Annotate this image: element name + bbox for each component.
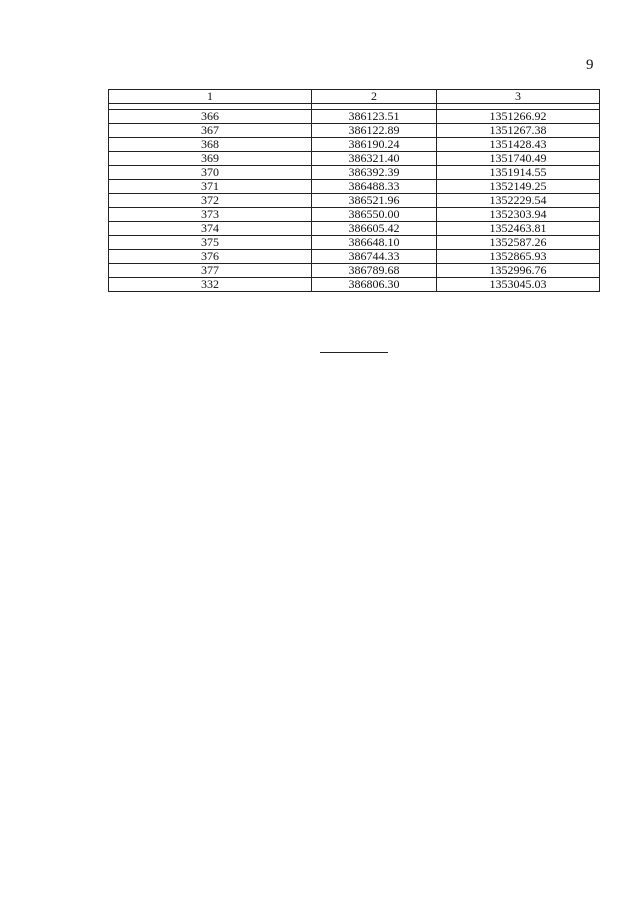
x-coordinate-cell: 386789.68 [312, 264, 437, 278]
y-coordinate-cell: 1352996.76 [437, 264, 600, 278]
table-row [109, 152, 600, 166]
column-header-1: 1 [109, 90, 312, 104]
x-coordinate-cell: 386321.40 [312, 152, 437, 166]
coordinates-table [108, 89, 600, 292]
x-coordinate-cell: 386550.00 [312, 208, 437, 222]
table-row [109, 110, 600, 124]
point-number-cell: 377 [109, 264, 312, 278]
point-number-cell: 366 [109, 110, 312, 124]
point-number-cell: 373 [109, 208, 312, 222]
table-row [109, 124, 600, 138]
column-header-3: 3 [437, 90, 600, 104]
y-coordinate-cell: 1351740.49 [437, 152, 600, 166]
table-row [109, 138, 600, 152]
point-number-cell: 367 [109, 124, 312, 138]
table-row [109, 208, 600, 222]
y-coordinate-cell: 1352587.26 [437, 236, 600, 250]
x-coordinate-cell: 386123.51 [312, 110, 437, 124]
y-coordinate-cell: 1351267.38 [437, 124, 600, 138]
x-coordinate-cell: 386521.96 [312, 194, 437, 208]
y-coordinate-cell: 1352463.81 [437, 222, 600, 236]
point-number-cell: 369 [109, 152, 312, 166]
table-row [109, 166, 600, 180]
y-coordinate-cell: 1351914.55 [437, 166, 600, 180]
table-row [109, 222, 600, 236]
y-coordinate-cell: 1352303.94 [437, 208, 600, 222]
y-coordinate-cell: 1352149.25 [437, 180, 600, 194]
x-coordinate-cell: 386392.39 [312, 166, 437, 180]
table-row [109, 278, 600, 292]
y-coordinate-cell: 1353045.03 [437, 278, 600, 292]
y-coordinate-cell: 1351266.92 [437, 110, 600, 124]
x-coordinate-cell: 386744.33 [312, 250, 437, 264]
point-number-cell: 370 [109, 166, 312, 180]
x-coordinate-cell: 386806.30 [312, 278, 437, 292]
y-coordinate-cell: 1352229.54 [437, 194, 600, 208]
table-row [109, 194, 600, 208]
page-number: 9 [586, 57, 594, 73]
y-coordinate-cell: 1351428.43 [437, 138, 600, 152]
x-coordinate-cell: 386605.42 [312, 222, 437, 236]
table-body [109, 104, 600, 292]
point-number-cell: 372 [109, 194, 312, 208]
column-header-2: 2 [312, 90, 437, 104]
point-number-cell: 374 [109, 222, 312, 236]
y-coordinate-cell: 1352865.93 [437, 250, 600, 264]
point-number-cell: 375 [109, 236, 312, 250]
point-number-cell: 376 [109, 250, 312, 264]
table-header-row [109, 90, 600, 104]
table-row [109, 180, 600, 194]
table-row [109, 236, 600, 250]
table-row [109, 264, 600, 278]
table-row [109, 250, 600, 264]
point-number-cell: 368 [109, 138, 312, 152]
x-coordinate-cell: 386488.33 [312, 180, 437, 194]
point-number-cell: 371 [109, 180, 312, 194]
x-coordinate-cell: 386122.89 [312, 124, 437, 138]
point-number-cell: 332 [109, 278, 312, 292]
x-coordinate-cell: 386190.24 [312, 138, 437, 152]
end-of-document-rule [320, 352, 388, 353]
x-coordinate-cell: 386648.10 [312, 236, 437, 250]
